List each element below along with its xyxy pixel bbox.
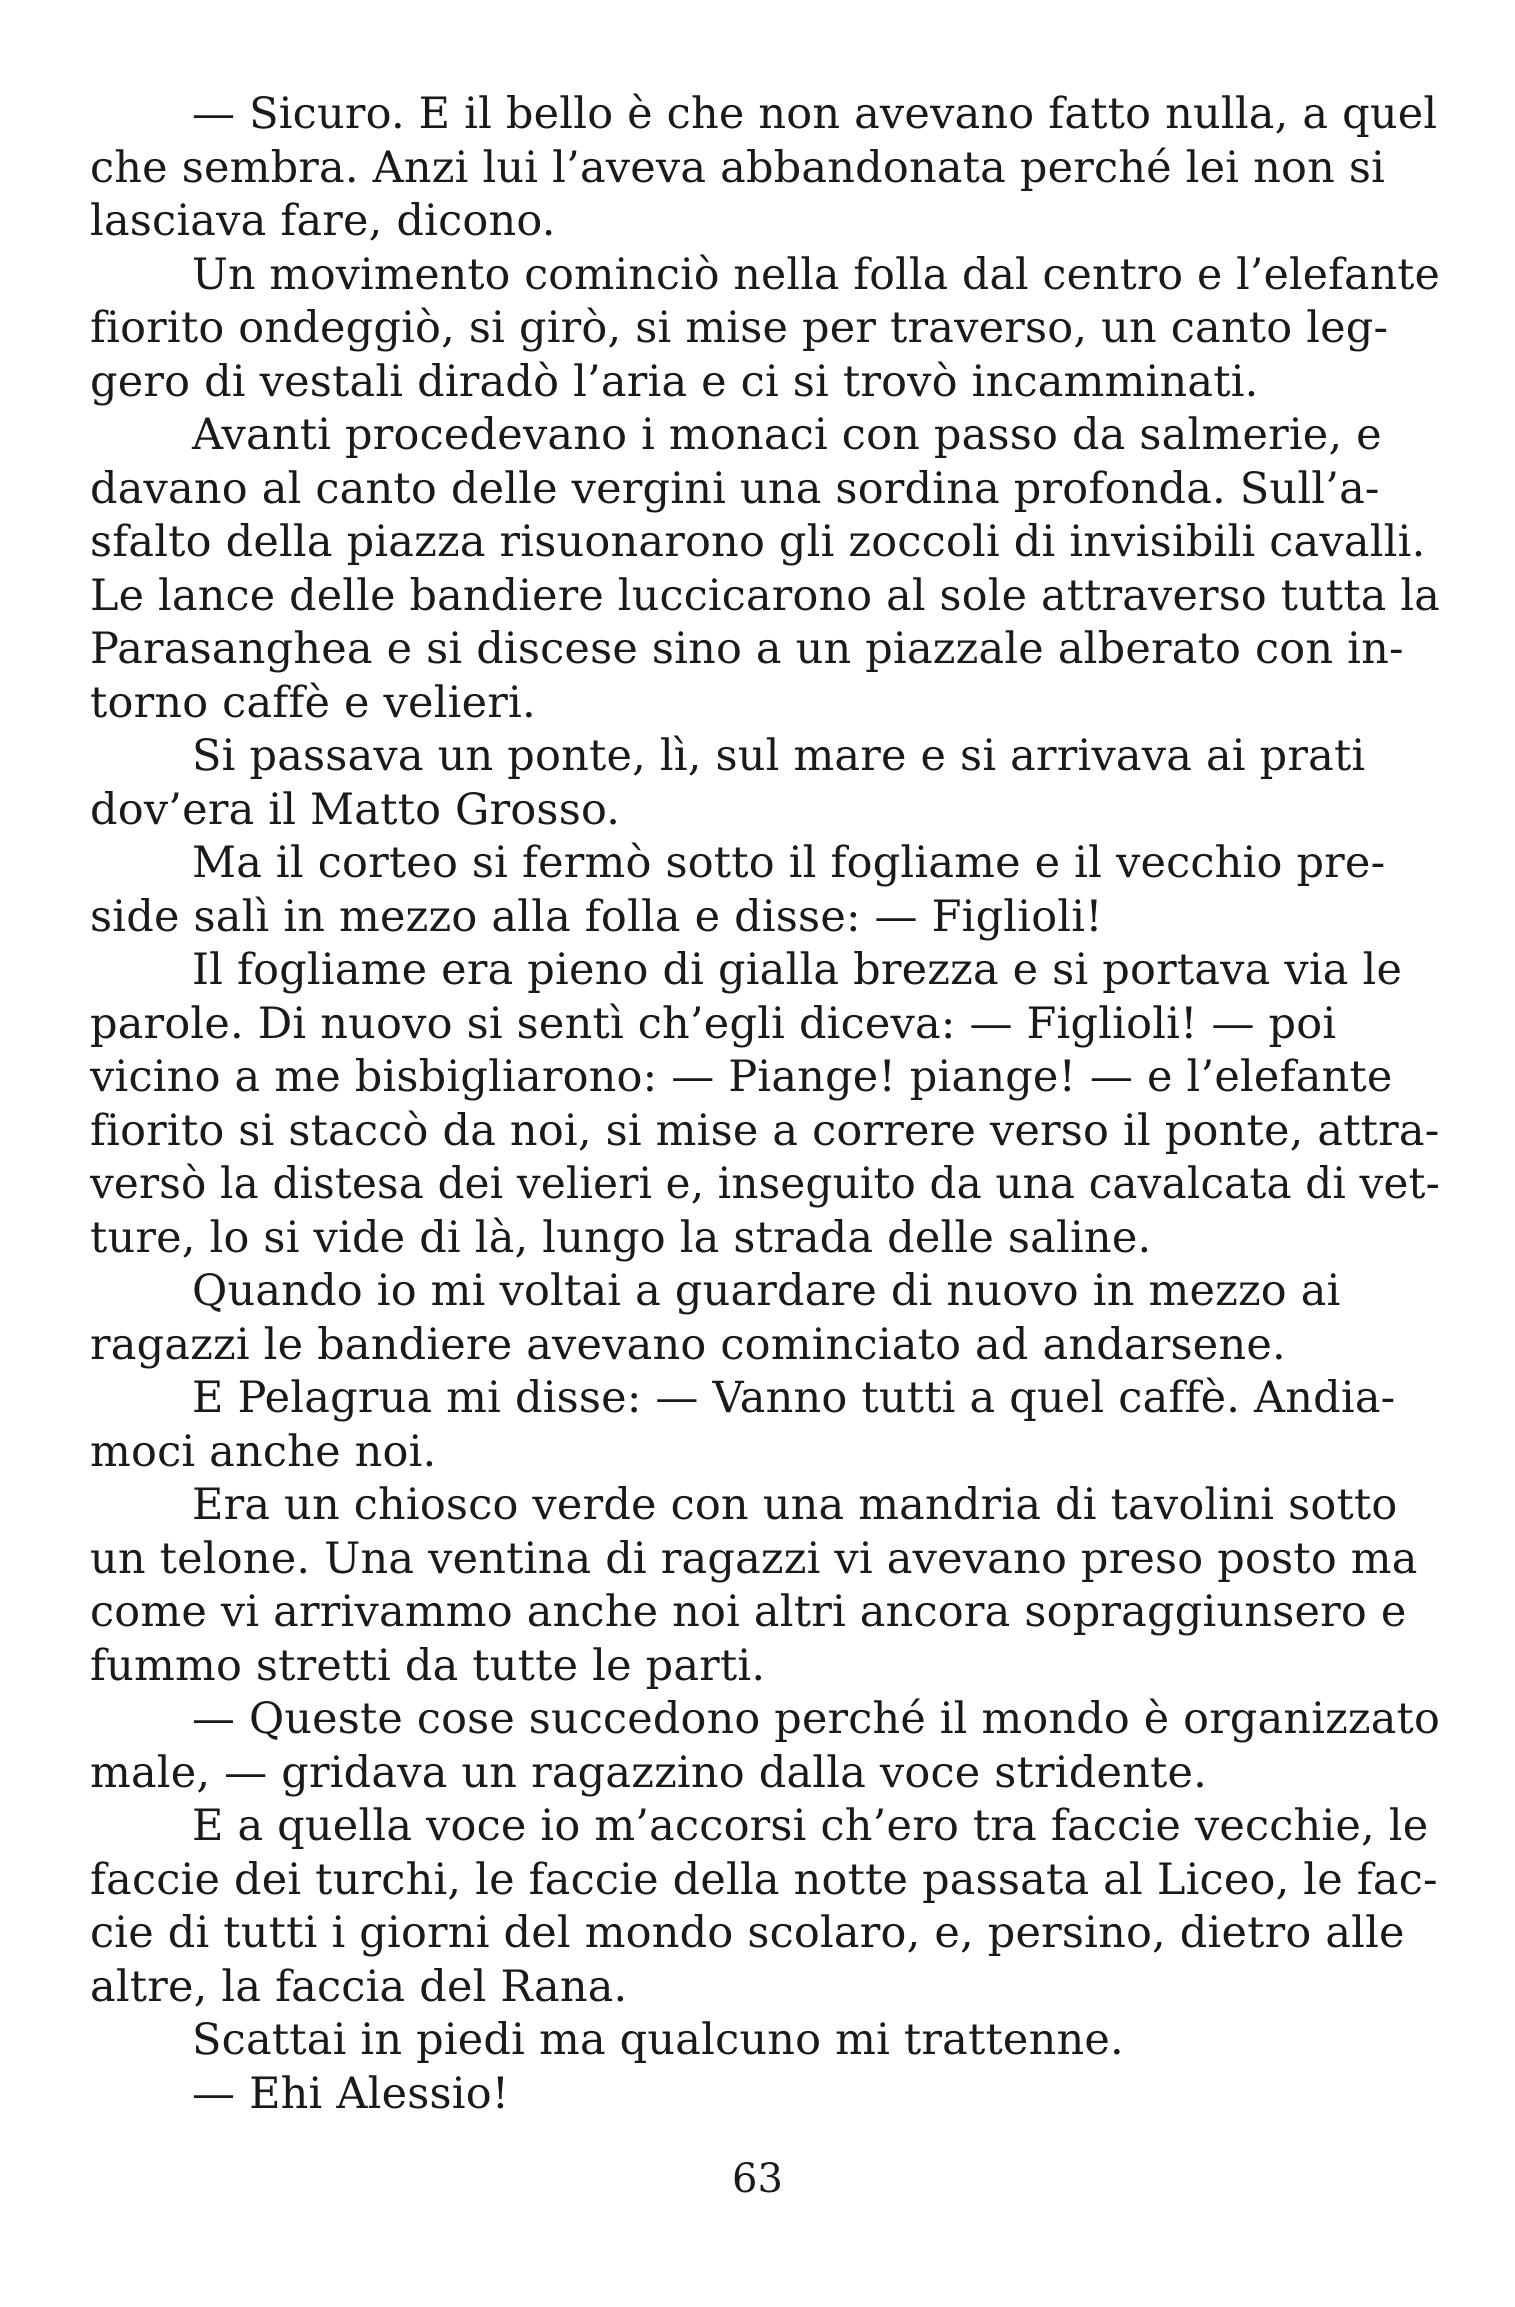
text-line: [90, 1533, 1440, 1587]
text-line: [90, 1158, 1440, 1212]
text-line: [90, 142, 1440, 196]
text-line: [90, 1105, 1440, 1159]
text-line-content: davano al canto delle vergini una sordina profonda. Sull’a-: [90, 463, 1380, 514]
text-line-content: E a quella voce io m’accorsi ch’ero tra faccie vecchie, le: [192, 1801, 1429, 1851]
text-line-content: male, — gridava un ragazzino dalla voce stridente.: [90, 1747, 1207, 1798]
text-line-content: fummo stretti da tutte le parti.: [90, 1640, 766, 1691]
text-line-content: vicino a me bisbigliarono: — Piange! piange! — e l’elefante: [90, 1052, 1393, 1102]
text-line: [90, 88, 1440, 142]
text-line-content: che sembra. Anzi lui l’aveva abbandonata perché lei non si: [90, 142, 1386, 193]
text-line-content: ture, lo si vide di là, lungo la strada delle saline.: [90, 1212, 1152, 1263]
text-line: [90, 1051, 1440, 1105]
text-line: [90, 302, 1440, 356]
text-line-content: altre, la faccia del Rana.: [90, 1961, 628, 2012]
text-line-content: Parasanghea e si discese sino a un piazzale alberato con in-: [90, 624, 1404, 674]
text-line: [90, 249, 1440, 303]
text-line: [90, 623, 1440, 677]
text-line-content: — Ehi Alessio!: [192, 2068, 510, 2119]
text-line: [90, 944, 1440, 998]
text-line: [90, 2014, 1440, 2068]
text-line-content: Ma il corteo si fermò sotto il fogliame e il vecchio pre-: [192, 838, 1386, 888]
text-line-content: E Pelagrua mi disse: — Vanno tutti a quel caffè. Andia-: [192, 1373, 1396, 1423]
text-line: [90, 1693, 1440, 1747]
text-line: [90, 998, 1440, 1052]
text-line: [90, 1265, 1440, 1319]
text-line-content: Quando io mi voltai a guardare di nuovo in mezzo ai: [192, 1266, 1341, 1316]
text-line: [90, 784, 1440, 838]
text-line: [90, 1426, 1440, 1480]
text-line: [90, 1800, 1440, 1854]
text-line: [90, 356, 1440, 410]
text-line-content: side salì in mezzo alla folla e disse: — Figlioli!: [90, 891, 1103, 942]
text-line-content: Era un chiosco verde con una mandria di tavolini sotto: [192, 1480, 1398, 1530]
text-line: [90, 1319, 1440, 1373]
text-line: [90, 837, 1440, 891]
text-line-content: sfalto della piazza risuonarono gli zoccoli di invisibili cavalli.: [90, 517, 1426, 567]
text-line-content: fiorito si staccò da noi, si mise a correre verso il ponte, attra-: [90, 1105, 1440, 1156]
text-line-content: un telone. Una ventina di ragazzi vi avevano preso posto ma: [90, 1533, 1418, 1584]
text-line-content: Il fogliame era pieno di gialla brezza e si portava via le: [192, 945, 1403, 995]
text-line: [90, 1586, 1440, 1640]
text-line-content: Le lance delle bandiere luccicarono al sole attraverso tutta la: [90, 570, 1440, 621]
text-line-content: Si passava un ponte, lì, sul mare e si arrivava ai prati: [192, 731, 1366, 781]
text-line: [90, 1961, 1440, 2015]
text-line-content: faccie dei turchi, le faccie della notte passata al Liceo, le fac-: [90, 1854, 1438, 1905]
text-line: [90, 1747, 1440, 1801]
text-line-content: versò la distesa dei velieri e, inseguito da una cavalcata di vet-: [90, 1159, 1440, 1209]
text-line: [90, 409, 1440, 463]
text-line-content: cie di tutti i giorni del mondo scolaro, e, persino, dietro alle: [90, 1908, 1405, 1958]
text-line-content: Un movimento cominciò nella folla dal centro e l’elefante: [192, 249, 1440, 300]
text-line: [90, 570, 1440, 624]
text-line-content: torno caffè e velieri.: [90, 677, 536, 728]
text-line: [90, 463, 1440, 517]
text-line: [90, 2068, 1440, 2122]
text-line-content: Avanti procedevano i monaci con passo da salmerie, e: [192, 410, 1382, 460]
text-line-content: come vi arrivammo anche noi altri ancora sopraggiunsero e: [90, 1587, 1407, 1637]
page-number: 63: [732, 2156, 783, 2202]
text-line-content: ragazzi le bandiere avevano cominciato ad andarsene.: [90, 1319, 1286, 1370]
text-line: [90, 1479, 1440, 1533]
text-line-content: — Sicuro. E il bello è che non avevano fatto nulla, a quel: [192, 89, 1438, 139]
text-line-content: Scattai in piedi ma qualcuno mi trattenne.: [192, 2015, 1124, 2065]
text-line-content: lasciava fare, dicono.: [90, 196, 556, 246]
text-line: [90, 516, 1440, 570]
text-line-content: moci anche noi.: [90, 1426, 437, 1477]
text-line: [90, 1854, 1440, 1908]
text-line-content: parole. Di nuovo si sentì ch’egli diceva: — Figlioli! — poi: [90, 998, 1337, 1049]
text-line: [90, 1372, 1440, 1426]
text-line: [90, 730, 1440, 784]
body-text: [90, 88, 1440, 2121]
text-line-content: gero di vestali diradò l’aria e ci si trovò incamminati.: [90, 356, 1259, 407]
text-line-content: dov’era il Matto Grosso.: [90, 784, 621, 835]
text-line: [90, 1907, 1440, 1961]
text-line-content: fiorito ondeggiò, si girò, si mise per traverso, un canto leg-: [90, 303, 1389, 353]
text-line: [90, 891, 1440, 945]
text-line-content: — Queste cose succedono perché il mondo è organizzato: [192, 1694, 1440, 1744]
text-line: [90, 1640, 1440, 1694]
text-line: [90, 195, 1440, 249]
text-line: [90, 677, 1440, 731]
text-line: [90, 1212, 1440, 1266]
